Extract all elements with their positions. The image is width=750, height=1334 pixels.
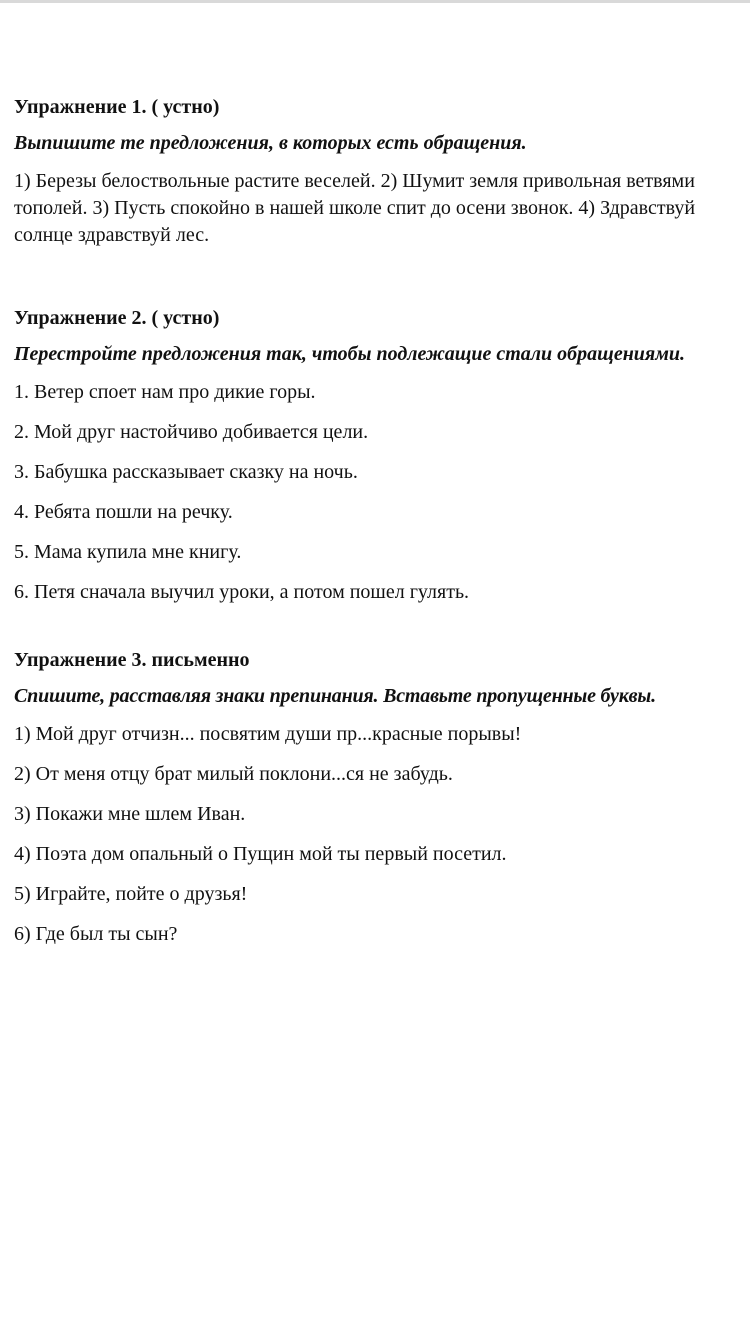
list-item: 1) Мой друг отчизн... посвятим души пр...красные порывы! bbox=[14, 723, 522, 745]
list-item: 5) Играйте, пойте о друзья! bbox=[14, 883, 248, 905]
list-item: 3. Бабушка рассказывает сказку на ночь. bbox=[14, 461, 358, 483]
top-border bbox=[0, 0, 750, 3]
exercise-1-text: 1) Березы белоствольные растите веселей. 2) Шумит земля привольная ветвями тополей. 3) Пусть спокойно в нашей школе спит до осени звонок. 4) Здравствуй солнце здравствуй лес. bbox=[14, 170, 696, 246]
document-page bbox=[14, 94, 742, 961]
list-item: 2) От меня отцу брат милый поклони...ся не забудь. bbox=[14, 763, 453, 785]
exercise-3 bbox=[14, 647, 742, 947]
list-item: 3) Покажи мне шлем Иван. bbox=[14, 803, 246, 825]
exercise-2 bbox=[14, 305, 742, 605]
exercise-1-instruction: Выпишите те предложения, в которых есть обращения. bbox=[14, 132, 527, 154]
list-item: 5. Мама купила мне книгу. bbox=[14, 541, 242, 563]
list-item: 4. Ребята пошли на речку. bbox=[14, 501, 233, 523]
exercise-3-heading: Упражнение 3. письменно bbox=[14, 649, 250, 671]
list-item: 6) Где был ты сын? bbox=[14, 923, 178, 945]
list-item: 2. Мой друг настойчиво добивается цели. bbox=[14, 421, 369, 443]
exercise-3-instruction: Спишите, расставляя знаки препинания. Вставьте пропущенные буквы. bbox=[14, 685, 656, 707]
exercise-2-heading: Упражнение 2. ( устно) bbox=[14, 307, 220, 329]
exercise-1 bbox=[14, 94, 742, 249]
list-item: 6. Петя сначала выучил уроки, а потом пошел гулять. bbox=[14, 581, 470, 603]
list-item: 4) Поэта дом опальный о Пущин мой ты первый посетил. bbox=[14, 843, 507, 865]
exercise-2-instruction: Перестройте предложения так, чтобы подлежащие стали обращениями. bbox=[14, 343, 686, 365]
list-item: 1. Ветер споет нам про дикие горы. bbox=[14, 381, 316, 403]
exercise-1-heading: Упражнение 1. ( устно) bbox=[14, 96, 220, 118]
